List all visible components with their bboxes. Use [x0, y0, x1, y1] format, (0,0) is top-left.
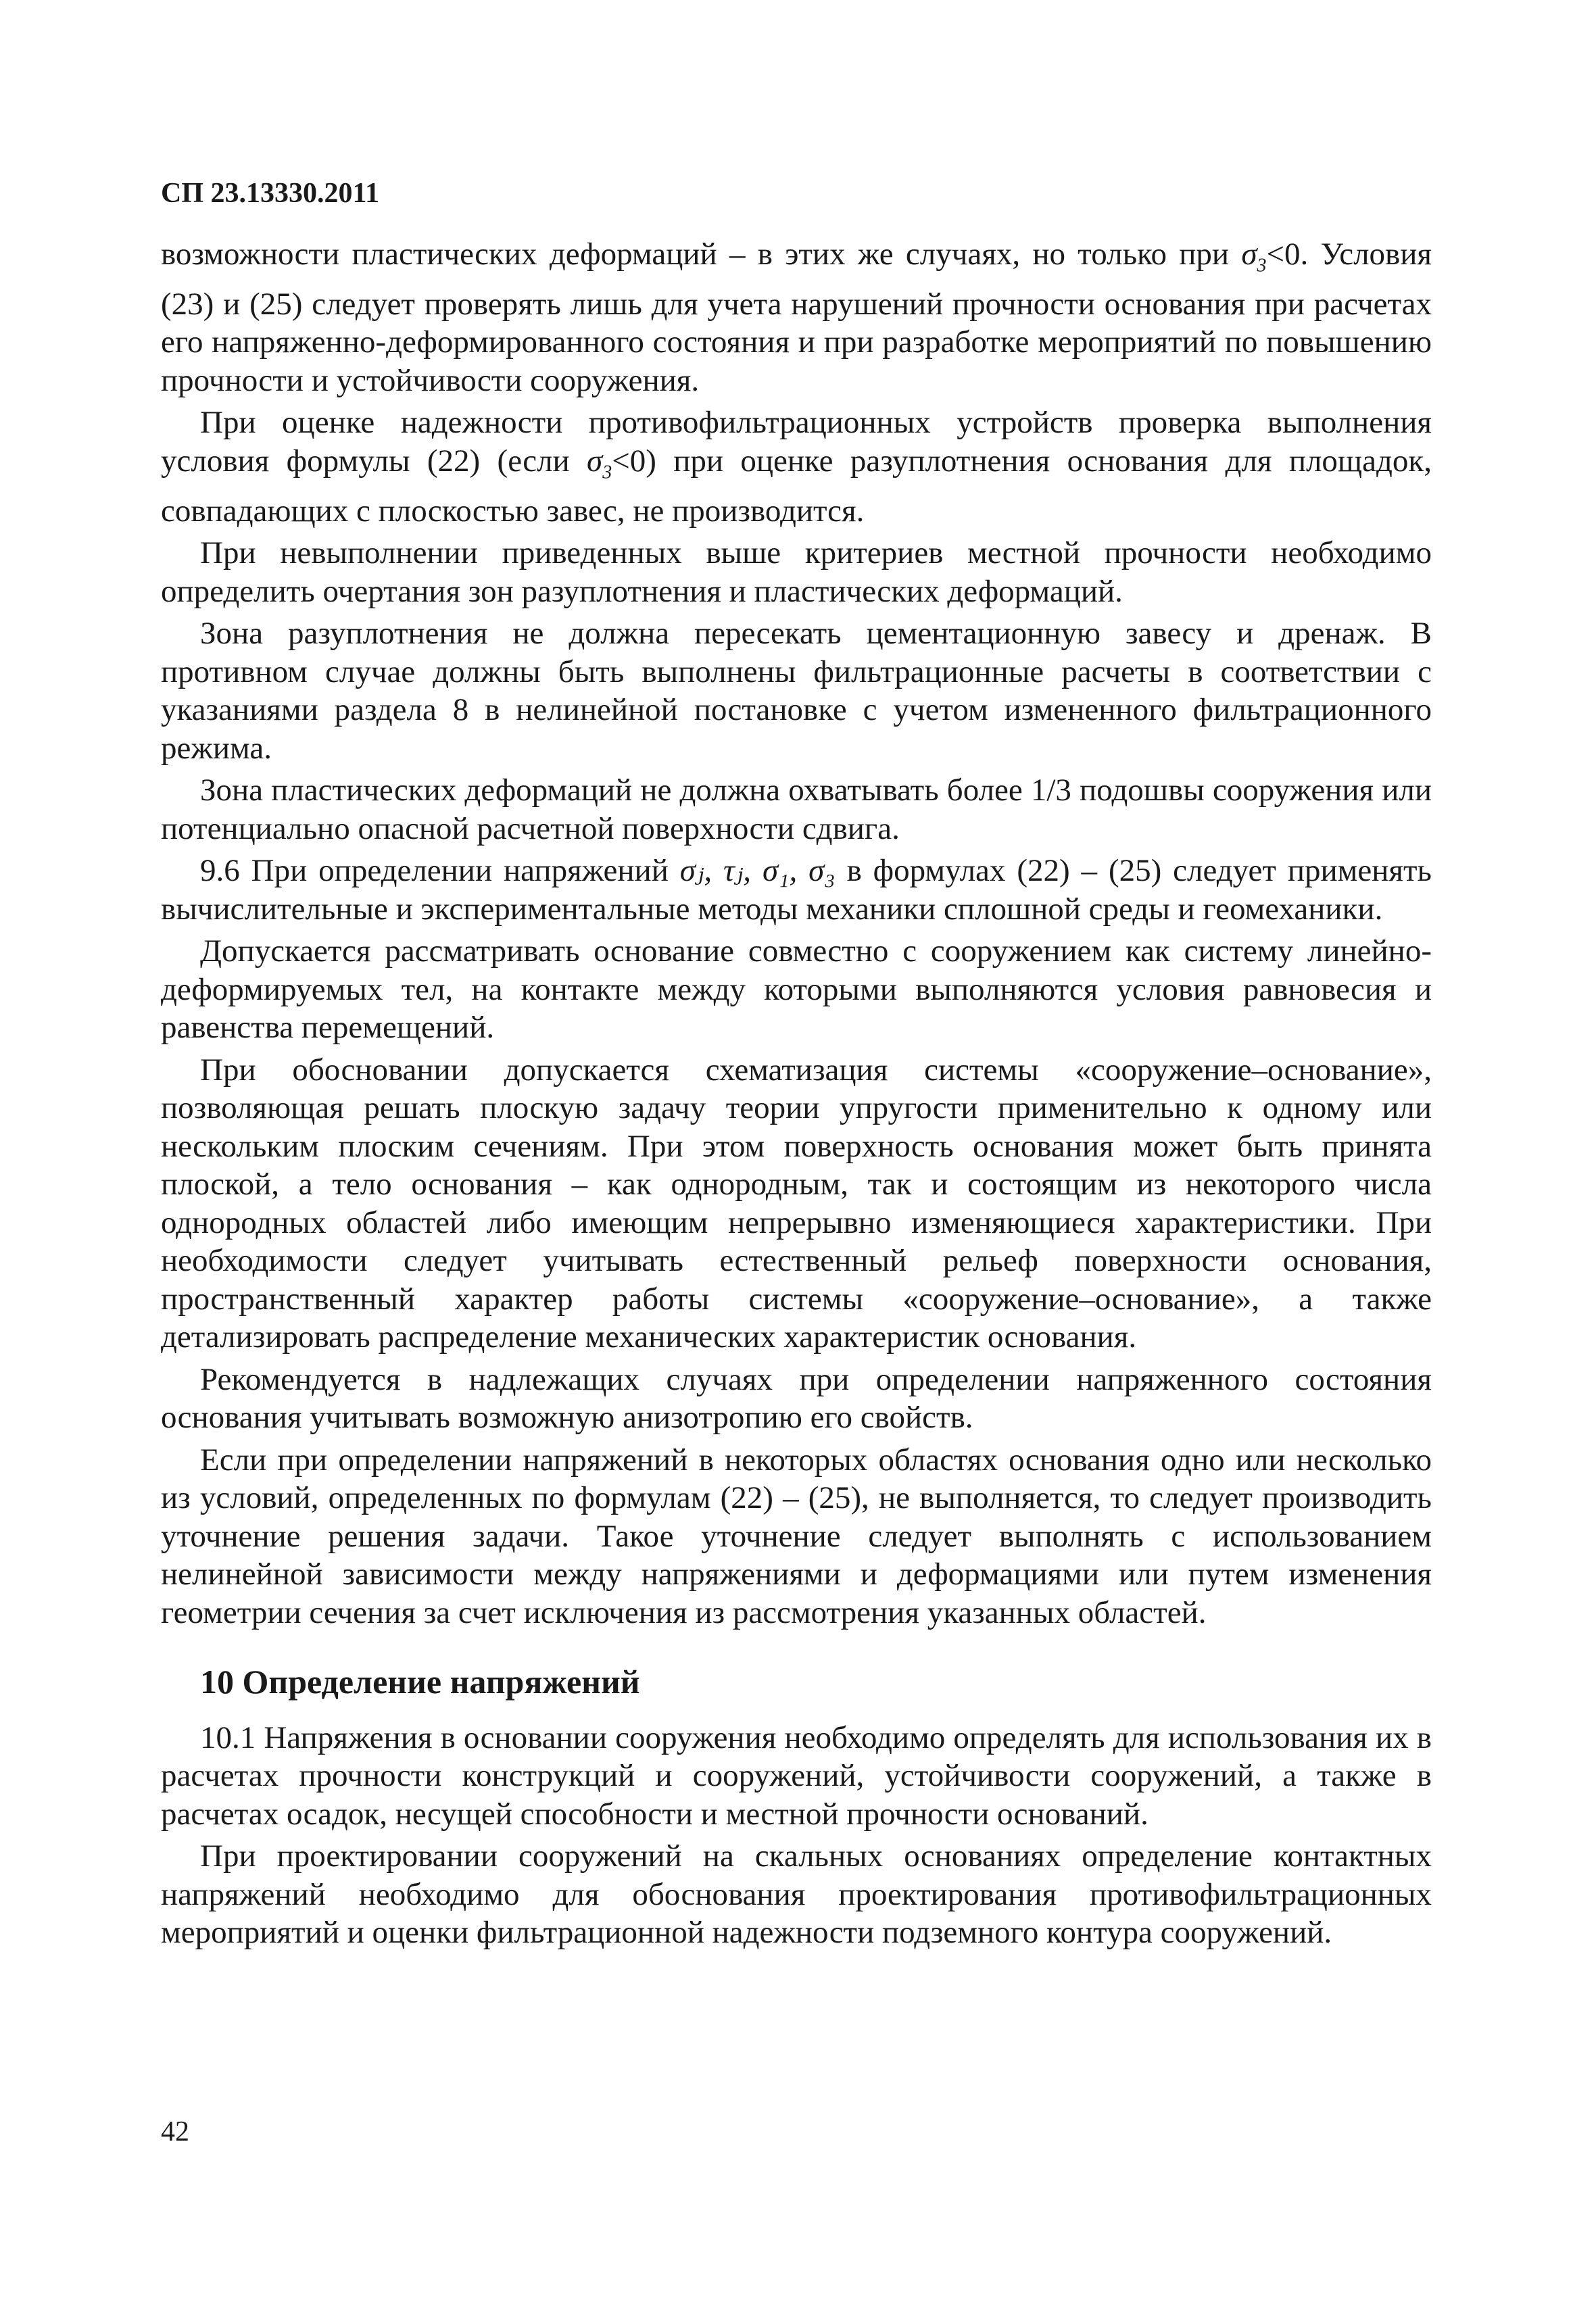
- paragraph: 10.1 Напряжения в основании сооружения необходимо определять для использования их в расчетах прочности конструкций и сооружений, устойчивости сооружений, а также в расчетах осадок, несущей способности и местной прочности оснований.: [161, 1720, 1432, 1832]
- text-run: возможности пластических деформаций – в этих же случаях, но только при: [161, 237, 1242, 272]
- symbol-subscript: 3: [1257, 255, 1267, 276]
- document-code: СП 23.13330.2011: [161, 178, 380, 209]
- text-run: <0) при оценке разуплотнения основания для площадок, совпадающих с плоскостью завес, не производится.: [161, 443, 1432, 529]
- symbol-text: σ: [1241, 237, 1257, 272]
- paragraph: [161, 852, 1432, 928]
- sigma-symbol: [587, 443, 612, 483]
- text-run: в формулах (22) – (25) следует применять вычислительные и экспериментальные методы механики сплошной среды и геомеханики.: [161, 853, 1432, 927]
- paragraph: Допускается рассматривать основание совместно с сооружением как систему линейно-деформируемых тел, на контакте между которыми выполняются условия равновесия и равенства перемещений.: [161, 933, 1432, 1046]
- text-run: При оценке надежности противофильтрационных устройств проверка выполнения условия формулы (22) (если: [161, 405, 1432, 479]
- body-text: [161, 235, 1432, 1956]
- paragraph: [161, 404, 1432, 530]
- paragraph: Рекомендуется в надлежащих случаях при определении напряженного состояния основания учитывать возможную анизотропию его свойств.: [161, 1361, 1432, 1436]
- stress-symbols: σⱼ, τⱼ, σ₁, σ₃: [679, 853, 836, 889]
- text-run: <0. Условия (23) и (25) следует проверять лишь для учета нарушений прочности основания при расчетах его напряженно-деформированного состояния и при разработке мероприятий по повышению прочности и устойчивости сооружения.: [161, 237, 1432, 398]
- paragraph: Если при определении напряжений в некоторых областях основания одно или несколько из условий, определенных по формулам (22) – (25), не выполняется, то следует производить уточнение решения задачи. Такое уточнение следует выполнять с использованием нелинейной зависимости между напряжениями и деформациями или путем изменения геометрии сечения за счет исключения из рассмотрения указанных областей.: [161, 1442, 1432, 1630]
- paragraph: [161, 235, 1432, 399]
- paragraph: Зона разуплотнения не должна пересекать цементационную завесу и дренаж. В противном случае должны быть выполнены фильтрационные расчеты в соответствии с указаниями раздела 8 в нелинейной постановке с учетом измененного фильтрационного режима.: [161, 616, 1432, 766]
- sigma-symbol: [1241, 237, 1267, 276]
- paragraph: При обосновании допускается схематизация системы «сооружение–основание», позволяющая решать плоскую задачу теории упругости применительно к одному или нескольким плоским сечениям. При этом поверхность основания может быть принята плоской, а тело основания – как однородным, так и состоящим из некоторого числа однородных областей либо имеющим непрерывно изменяющиеся характеристики. При необходимости следует учитывать естественный рельеф поверхности основания, пространственный характер работы системы «сооружение–основание», а также детализировать распределение механических характеристик основания.: [161, 1052, 1432, 1355]
- symbol-text: σ: [587, 443, 603, 479]
- section-heading: 10 Определение напряжений: [200, 1663, 640, 1701]
- text-run: 9.6 При определении напряжений: [200, 853, 680, 889]
- paragraph: При проектировании сооружений на скальных основаниях определение контактных напряжений необходимо для обоснования проектирования противофильтрационных мероприятий и оценки фильтрационной надежности подземного контура сооружений.: [161, 1838, 1432, 1951]
- paragraph: При невыполнении приведенных выше критериев местной прочности необходимо определить очертания зон разуплотнения и пластических деформаций.: [161, 535, 1432, 609]
- symbol-subscript: 3: [602, 462, 612, 483]
- page-number: 42: [161, 2116, 189, 2147]
- paragraph: Зона пластических деформаций не должна охватывать более 1/3 подошвы сооружения или потенциально опасной расчетной поверхности сдвига.: [161, 773, 1432, 846]
